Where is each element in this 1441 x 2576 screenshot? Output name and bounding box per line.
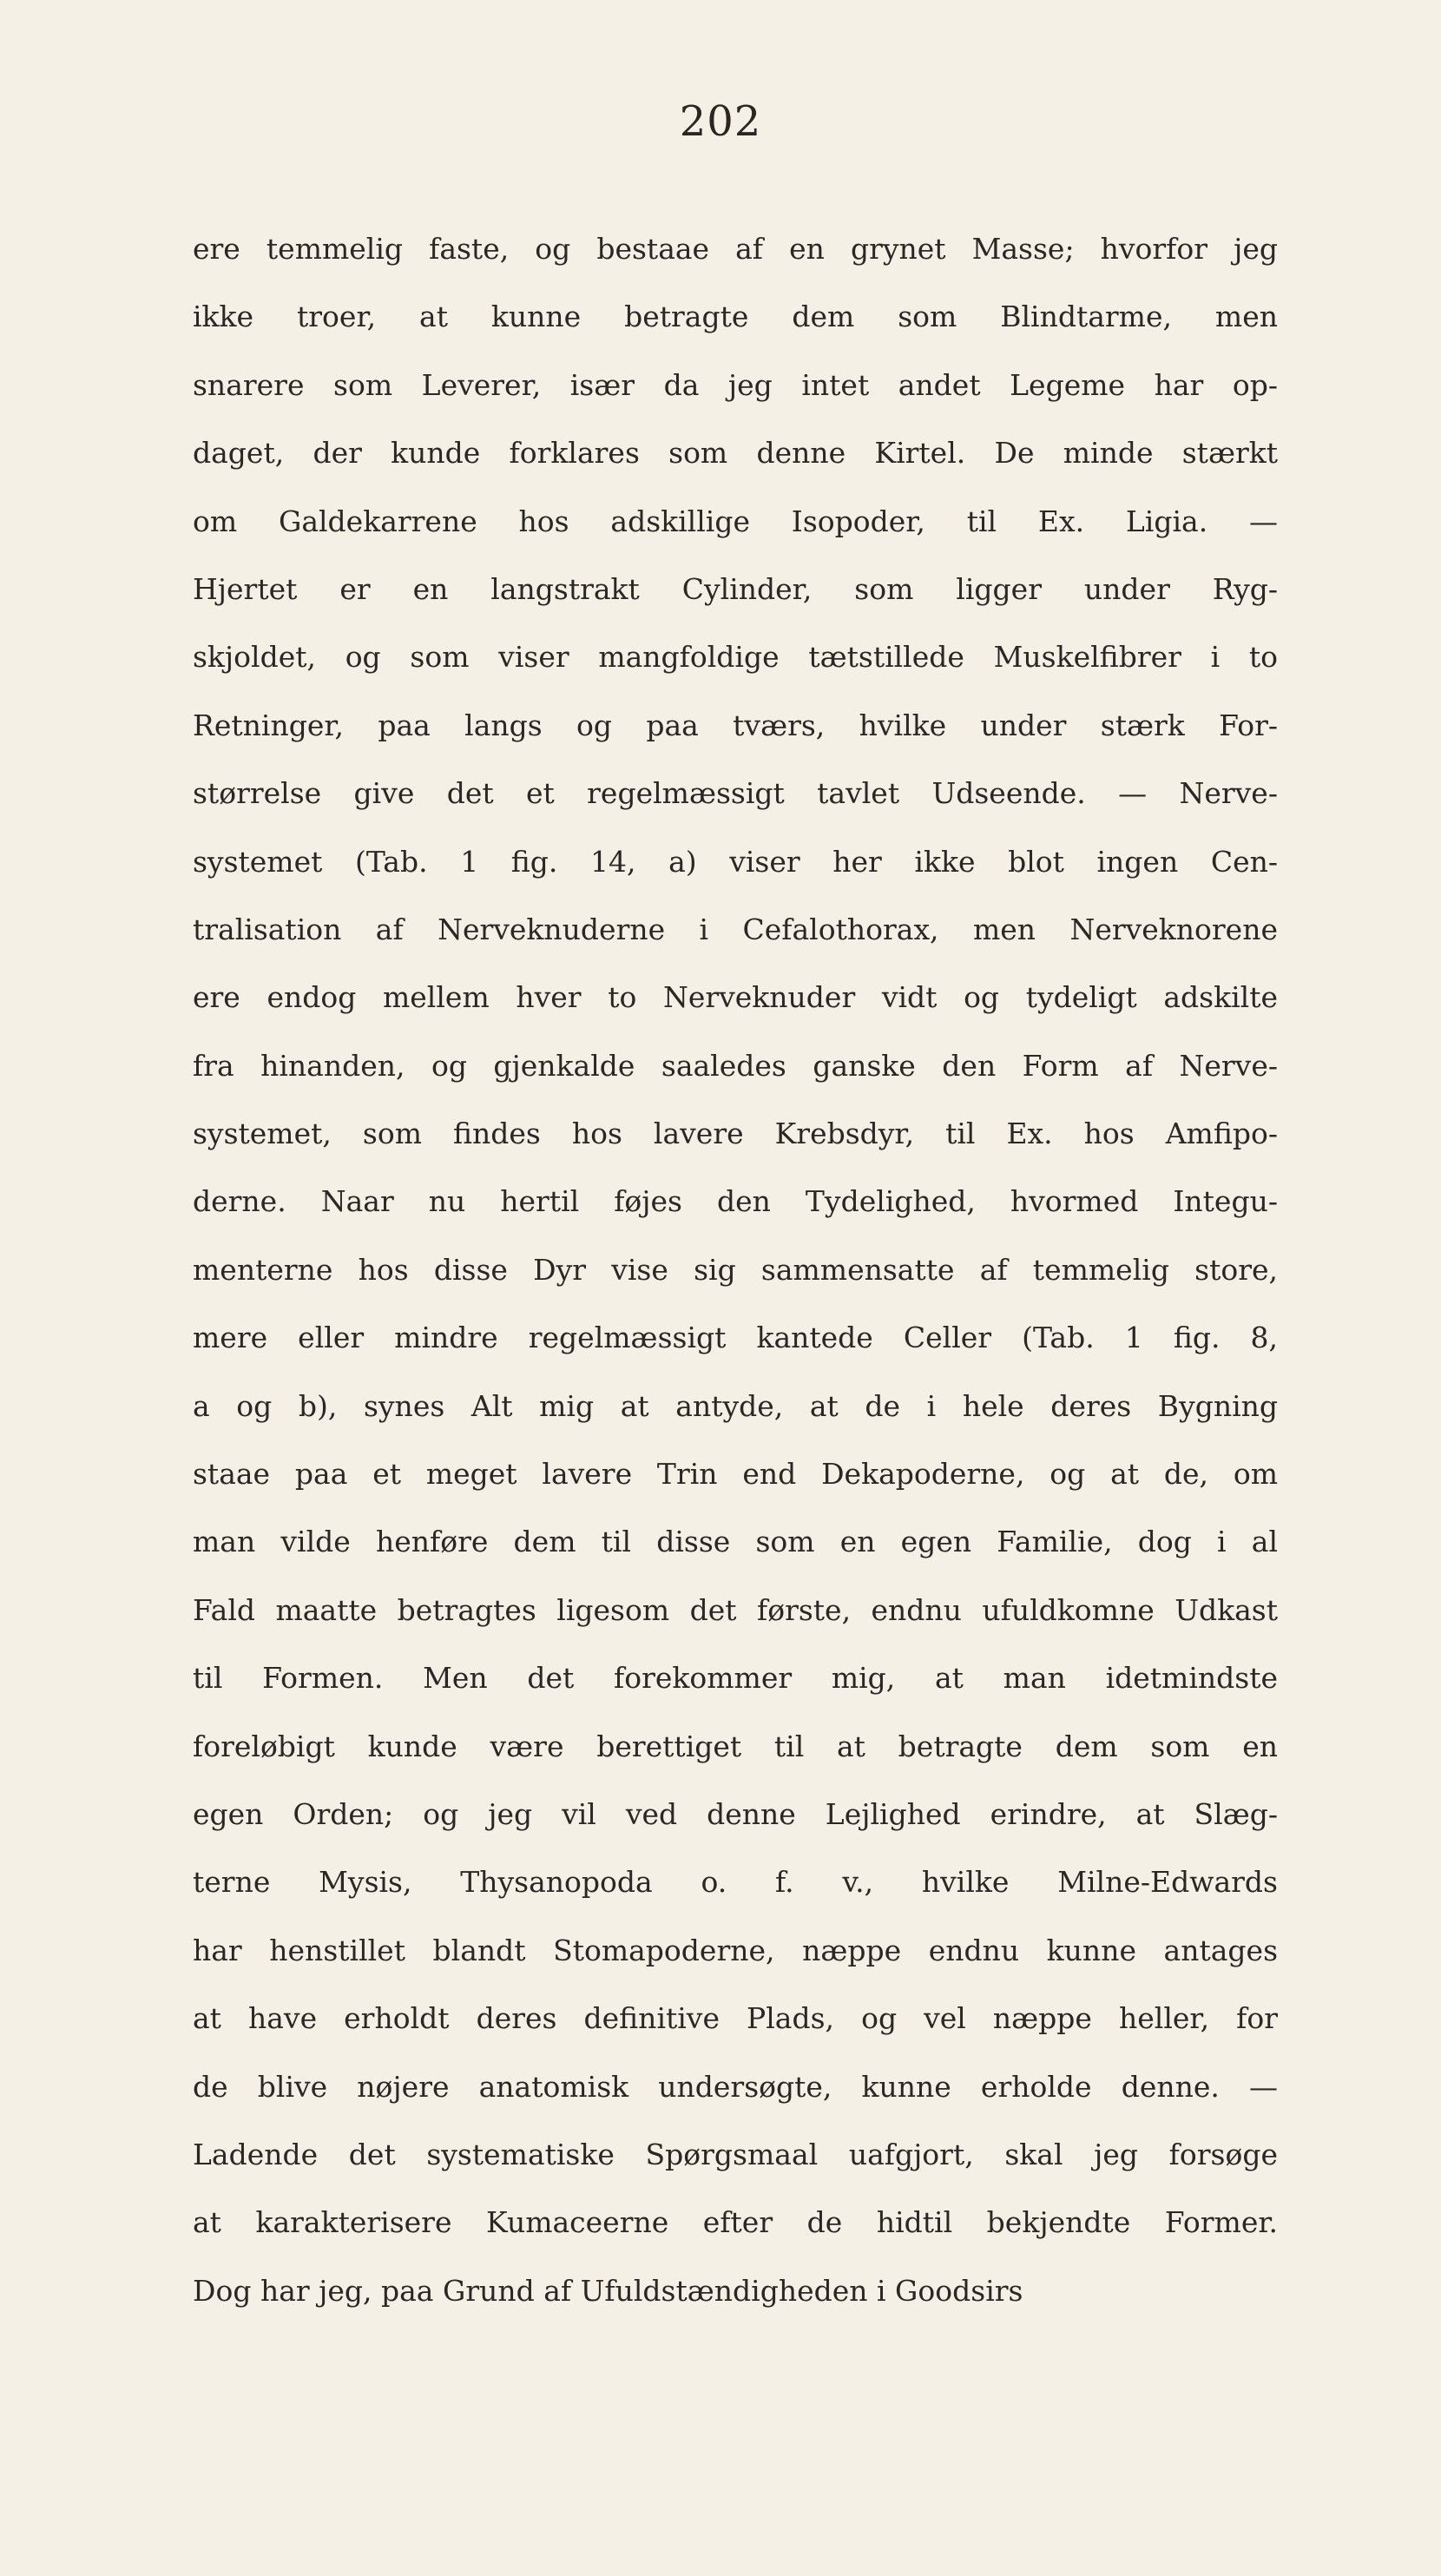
text-line: at have erholdt deres definitive Plads, og vel næppe heller, for [193,2001,1278,2036]
text-line: staae paa et meget lavere Trin end Dekapoderne, og at de, om [193,1457,1278,1492]
text-line: ere temmelig faste, og bestaae af en grynet Masse; hvorfor jeg [193,232,1278,266]
text-line: Hjertet er en langstrakt Cylinder, som ligger under Ryg- [193,571,1278,606]
text-line: Retninger, paa langs og paa tværs, hvilke under stærk For- [193,708,1278,742]
text-line: terne Mysis, Thysanopoda o. f. v., hvilke Milne-Edwards [193,1865,1278,1900]
text-line: Dog har jeg, paa Grund af Ufuldstændigheden i Goodsirs [193,2273,1023,2308]
text-line: til Formen. Men det forekommer mig, at man idetmindste [193,1661,1278,1696]
page-number: 202 [679,97,762,146]
text-line: Fald maatte betragtes ligesom det første, endnu ufuldkomne Udkast [193,1592,1278,1627]
text-line: har henstillet blandt Stomapoderne, næppe endnu kunne antages [193,1933,1278,1967]
text-line: fra hinanden, og gjenkalde saaledes ganske den Form af Nerve- [193,1048,1278,1083]
text-line: menterne hos disse Dyr vise sig sammensatte af temmelig store, [193,1252,1278,1287]
text-line: mere eller mindre regelmæssigt kantede Celler (Tab. 1 fig. 8, [193,1321,1278,1355]
text-line: skjoldet, og som viser mangfoldige tætstillede Muskelfibrer i to [193,640,1278,675]
text-line: foreløbigt kunde være berettiget til at betragte dem som en [193,1729,1278,1763]
text-line: systemet, som findes hos lavere Krebsdyr, til Ex. hos Amfipo- [193,1117,1278,1151]
text-line: om Galdekarrene hos adskillige Isopoder, til Ex. Ligia. — [193,504,1278,538]
text-line: man vilde henføre dem til disse som en egen Familie, dog i al [193,1525,1278,1559]
text-line: ikke troer, at kunne betragte dem som Blindtarme, men [193,300,1278,334]
text-line: ere endog mellem hver to Nerveknuder vidt og tydeligt adskilte [193,980,1278,1015]
text-line: de blive nøjere anatomisk undersøgte, kunne erholde denne. — [193,2069,1278,2104]
text-line: tralisation af Nerveknuderne i Cefalothorax, men Nerveknorene [193,912,1278,946]
text-line: egen Orden; og jeg vil ved denne Lejlighed erindre, at Slæg- [193,1796,1278,1831]
body-text [193,215,1278,2325]
text-line: størrelse give det et regelmæssigt tavlet Udseende. — Nerve- [193,776,1278,811]
text-line: at karakterisere Kumaceerne efter de hidtil bekjendte Former. [193,2205,1278,2240]
text-line: systemet (Tab. 1 fig. 14, a) viser her ikke blot ingen Cen- [193,844,1278,879]
text-line: snarere som Leverer, især da jeg intet andet Legeme har op- [193,367,1278,402]
text-line: daget, der kunde forklares som denne Kirtel. De minde stærkt [193,436,1278,471]
text-line: a og b), synes Alt mig at antyde, at de i hele deres Bygning [193,1388,1278,1423]
text-line: Ladende det systematiske Spørgsmaal uafgjort, skal jeg forsøge [193,2137,1278,2171]
text-line: derne. Naar nu hertil føjes den Tydelighed, hvormed Integu- [193,1184,1278,1219]
